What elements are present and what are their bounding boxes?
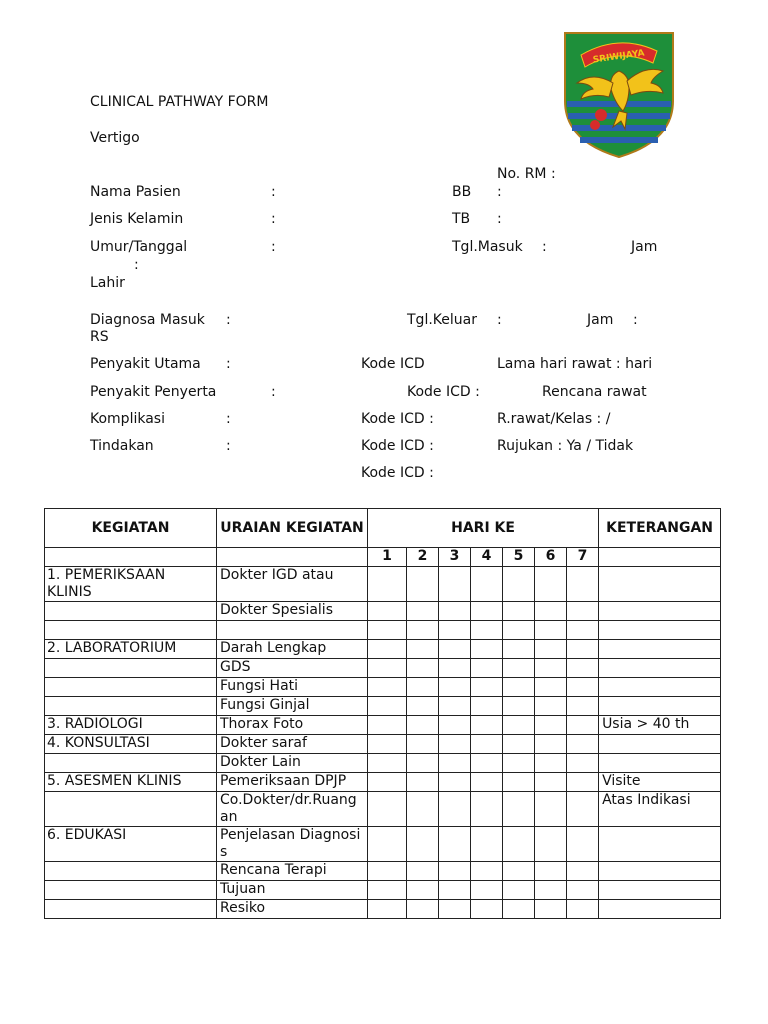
day-cell[interactable] [368, 827, 407, 862]
kode-icd-label: Kode ICD : [361, 438, 434, 454]
table-row [45, 659, 721, 678]
day-cell[interactable] [407, 881, 439, 900]
day-cell[interactable] [439, 621, 471, 640]
day-cell[interactable] [407, 754, 439, 773]
day-cell[interactable] [567, 900, 599, 919]
tgl-keluar-label: Tgl.Keluar [407, 312, 477, 328]
day-cell[interactable] [368, 862, 407, 881]
header-hari-ke: HARI KE [368, 509, 599, 548]
table-row [45, 773, 721, 792]
uraian-cell: Darah Lengkap [217, 640, 368, 659]
uraian-cell: Dokter Lain [217, 754, 368, 773]
colon: : [271, 211, 276, 227]
day-cell[interactable] [471, 678, 503, 697]
day-cell[interactable] [535, 716, 567, 735]
day-cell[interactable] [471, 881, 503, 900]
day-cell[interactable] [567, 735, 599, 754]
uraian-cell: Tujuan [217, 881, 368, 900]
kegiatan-cell [45, 678, 217, 697]
table-row [45, 697, 721, 716]
no-rm-label: No. RM : [497, 166, 556, 182]
colon: : [226, 312, 231, 328]
kode-icd-label: Kode ICD [361, 356, 425, 372]
kegiatan-cell: 3. RADIOLOGI [45, 716, 217, 735]
day-cell[interactable] [567, 754, 599, 773]
day-cell[interactable] [535, 792, 567, 827]
keterangan-cell [599, 862, 721, 881]
day-cell[interactable] [567, 862, 599, 881]
day-cell[interactable] [503, 735, 535, 754]
day-cell[interactable] [439, 900, 471, 919]
colon: : [271, 184, 276, 200]
day-cell[interactable] [535, 567, 567, 602]
day-cell[interactable] [503, 697, 535, 716]
keterangan-cell: Visite [599, 773, 721, 792]
table-row [45, 621, 721, 640]
day-cell[interactable] [535, 862, 567, 881]
day-cell[interactable] [567, 716, 599, 735]
day-cell[interactable] [567, 602, 599, 621]
day-cell[interactable] [439, 827, 471, 862]
day-cell[interactable] [439, 773, 471, 792]
day-cell[interactable] [471, 567, 503, 602]
table-row [45, 881, 721, 900]
kegiatan-cell: 5. ASESMEN KLINIS [45, 773, 217, 792]
tgl-masuk-label: Tgl.Masuk [452, 239, 523, 255]
day-cell[interactable] [503, 716, 535, 735]
day-cell[interactable] [439, 567, 471, 602]
keterangan-cell: Usia > 40 th [599, 716, 721, 735]
kode-icd-label: Kode ICD : [361, 465, 434, 481]
diagnosa-masuk-label: Diagnosa Masuk [90, 312, 205, 328]
day-cell[interactable] [567, 881, 599, 900]
colon: : [226, 438, 231, 454]
day-3: 3 [439, 548, 471, 567]
day-cell[interactable] [535, 827, 567, 862]
keterangan-cell [599, 697, 721, 716]
colon: : [633, 312, 638, 328]
table-row [45, 567, 721, 602]
day-cell[interactable] [535, 697, 567, 716]
keterangan-cell [599, 567, 721, 602]
day-cell[interactable] [535, 900, 567, 919]
table-row [45, 792, 721, 827]
empty-cell [599, 548, 721, 567]
jenis-kelamin-label: Jenis Kelamin [90, 211, 184, 227]
colon: : [226, 411, 231, 427]
day-cell[interactable] [503, 567, 535, 602]
day-cell[interactable] [503, 621, 535, 640]
lahir-label: Lahir [90, 275, 125, 291]
table-row [45, 678, 721, 697]
day-cell[interactable] [439, 659, 471, 678]
day-cell[interactable] [567, 827, 599, 862]
umur-tanggal-label: Umur/Tanggal [90, 239, 188, 255]
komplikasi-label: Komplikasi [90, 411, 165, 427]
day-cell[interactable] [567, 567, 599, 602]
day-cell[interactable] [368, 754, 407, 773]
day-cell[interactable] [503, 792, 535, 827]
kegiatan-cell: 4. KONSULTASI [45, 735, 217, 754]
rs-label: RS [90, 329, 109, 345]
day-cell[interactable] [503, 640, 535, 659]
empty-cell [217, 548, 368, 567]
day-cell[interactable] [503, 773, 535, 792]
keterangan-cell [599, 621, 721, 640]
rrawat-kelas-label: R.rawat/Kelas : / [497, 411, 611, 427]
header-keterangan: KETERANGAN [599, 509, 721, 548]
kegiatan-cell: 1. PEMERIKSAAN KLINIS [45, 567, 217, 602]
keterangan-cell [599, 900, 721, 919]
table-row [45, 640, 721, 659]
day-cell[interactable] [471, 697, 503, 716]
kegiatan-cell [45, 900, 217, 919]
day-6: 6 [535, 548, 567, 567]
day-cell[interactable] [503, 754, 535, 773]
kegiatan-cell [45, 602, 217, 621]
day-cell[interactable] [439, 735, 471, 754]
day-cell[interactable] [407, 773, 439, 792]
day-cell[interactable] [439, 754, 471, 773]
bb-label: BB [452, 184, 472, 200]
day-cell[interactable] [567, 773, 599, 792]
day-cell[interactable] [535, 773, 567, 792]
day-cell[interactable] [503, 881, 535, 900]
keterangan-cell [599, 659, 721, 678]
day-cell[interactable] [503, 602, 535, 621]
kegiatan-cell [45, 881, 217, 900]
colon: : [226, 356, 231, 372]
uraian-cell: Fungsi Ginjal [217, 697, 368, 716]
keterangan-cell: Atas Indikasi [599, 792, 721, 827]
day-cell[interactable] [407, 716, 439, 735]
day-2: 2 [407, 548, 439, 567]
day-cell[interactable] [368, 697, 407, 716]
day-cell[interactable] [407, 659, 439, 678]
day-cell[interactable] [471, 640, 503, 659]
colon: : [497, 312, 502, 328]
day-cell[interactable] [535, 621, 567, 640]
kegiatan-cell: 2. LABORATORIUM [45, 640, 217, 659]
day-cell[interactable] [567, 697, 599, 716]
rujukan-label: Rujukan : Ya / Tidak [497, 438, 634, 454]
day-cell[interactable] [368, 792, 407, 827]
keterangan-cell [599, 678, 721, 697]
clinical-pathway-table [44, 508, 721, 919]
table-row [45, 602, 721, 621]
kegiatan-cell [45, 621, 217, 640]
colon: : [497, 184, 502, 200]
day-cell[interactable] [407, 827, 439, 862]
day-cell[interactable] [368, 602, 407, 621]
day-cell[interactable] [535, 678, 567, 697]
uraian-cell: GDS [217, 659, 368, 678]
day-cell[interactable] [439, 678, 471, 697]
day-cell[interactable] [535, 881, 567, 900]
day-cell[interactable] [407, 602, 439, 621]
keterangan-cell [599, 640, 721, 659]
day-cell[interactable] [503, 862, 535, 881]
uraian-cell: Co.Dokter/dr.Ruangan [217, 792, 368, 827]
day-cell[interactable] [471, 862, 503, 881]
kode-icd-label: Kode ICD : [407, 384, 480, 400]
colon: : [134, 257, 139, 273]
day-cell[interactable] [471, 735, 503, 754]
table-row [45, 862, 721, 881]
day-cell[interactable] [407, 678, 439, 697]
day-cell[interactable] [407, 862, 439, 881]
table-row [45, 754, 721, 773]
day-cell[interactable] [535, 640, 567, 659]
day-cell[interactable] [368, 716, 407, 735]
header-uraian-kegiatan: URAIAN KEGIATAN [217, 509, 368, 548]
day-cell[interactable] [407, 697, 439, 716]
day-cell[interactable] [471, 602, 503, 621]
lama-hari-rawat-label: Lama hari rawat : hari [497, 356, 653, 372]
uraian-cell: Pemeriksaan DPJP [217, 773, 368, 792]
day-cell[interactable] [471, 659, 503, 678]
day-cell[interactable] [439, 881, 471, 900]
table-row [45, 735, 721, 754]
colon: : [542, 239, 547, 255]
day-cell[interactable] [535, 735, 567, 754]
form-title: CLINICAL PATHWAY FORM [90, 94, 269, 110]
day-cell[interactable] [503, 900, 535, 919]
kegiatan-cell [45, 697, 217, 716]
jam-label: Jam [587, 312, 614, 328]
day-cell[interactable] [439, 792, 471, 827]
colon: : [271, 239, 276, 255]
day-cell[interactable] [535, 602, 567, 621]
day-5: 5 [503, 548, 535, 567]
uraian-cell: Dokter Spesialis [217, 602, 368, 621]
uraian-cell: Dokter saraf [217, 735, 368, 754]
day-cell[interactable] [471, 900, 503, 919]
logo-banner-text: SRIWIJAYA [592, 48, 646, 66]
rencana-rawat-label: Rencana rawat [542, 384, 647, 400]
day-cell[interactable] [407, 792, 439, 827]
day-cell[interactable] [407, 640, 439, 659]
uraian-cell [217, 621, 368, 640]
day-cell[interactable] [567, 678, 599, 697]
keterangan-cell [599, 754, 721, 773]
jam-label: Jam [631, 239, 658, 255]
day-cell[interactable] [368, 900, 407, 919]
day-cell[interactable] [407, 735, 439, 754]
day-cell[interactable] [407, 900, 439, 919]
day-cell[interactable] [368, 659, 407, 678]
day-cell[interactable] [368, 621, 407, 640]
table-row [45, 900, 721, 919]
day-7: 7 [567, 548, 599, 567]
uraian-cell: Dokter IGD atau [217, 567, 368, 602]
day-cell[interactable] [567, 659, 599, 678]
penyakit-utama-label: Penyakit Utama [90, 356, 201, 372]
day-cell[interactable] [471, 827, 503, 862]
day-cell[interactable] [439, 716, 471, 735]
day-cell[interactable] [368, 678, 407, 697]
empty-cell [45, 548, 217, 567]
day-cell[interactable] [471, 754, 503, 773]
day-cell[interactable] [368, 735, 407, 754]
keterangan-cell [599, 735, 721, 754]
day-cell[interactable] [535, 754, 567, 773]
day-cell[interactable] [471, 716, 503, 735]
day-cell[interactable] [535, 659, 567, 678]
day-cell[interactable] [439, 640, 471, 659]
colon: : [271, 384, 276, 400]
keterangan-cell [599, 602, 721, 621]
diagnosis-title: Vertigo [90, 130, 140, 146]
day-cell[interactable] [368, 773, 407, 792]
day-cell[interactable] [503, 827, 535, 862]
day-cell[interactable] [407, 567, 439, 602]
day-1: 1 [368, 548, 407, 567]
table-row [45, 716, 721, 735]
keterangan-cell [599, 881, 721, 900]
kegiatan-cell [45, 862, 217, 881]
uraian-cell: Fungsi Hati [217, 678, 368, 697]
keterangan-cell [599, 827, 721, 862]
kegiatan-cell [45, 792, 217, 827]
day-cell[interactable] [503, 678, 535, 697]
uraian-cell: Thorax Foto [217, 716, 368, 735]
table-row [45, 827, 721, 862]
day-cell[interactable] [439, 602, 471, 621]
uraian-cell: Penjelasan Diagnosis [217, 827, 368, 862]
kegiatan-cell: 6. EDUKASI [45, 827, 217, 862]
day-cell[interactable] [503, 659, 535, 678]
colon: : [497, 211, 502, 227]
sriwijaya-logo [563, 31, 675, 159]
day-cell[interactable] [471, 792, 503, 827]
day-cell[interactable] [567, 640, 599, 659]
kode-icd-label: Kode ICD : [361, 411, 434, 427]
day-cell[interactable] [368, 640, 407, 659]
day-cell[interactable] [471, 773, 503, 792]
tb-label: TB [452, 211, 471, 227]
day-cell[interactable] [407, 621, 439, 640]
kegiatan-cell [45, 754, 217, 773]
day-cell[interactable] [567, 792, 599, 827]
day-cell[interactable] [368, 567, 407, 602]
day-4: 4 [471, 548, 503, 567]
header-kegiatan: KEGIATAN [45, 509, 217, 548]
uraian-cell: Rencana Terapi [217, 862, 368, 881]
uraian-cell: Resiko [217, 900, 368, 919]
day-cell[interactable] [439, 697, 471, 716]
penyakit-penyerta-label: Penyakit Penyerta [90, 384, 217, 400]
day-cell[interactable] [567, 621, 599, 640]
tindakan-label: Tindakan [90, 438, 154, 454]
nama-pasien-label: Nama Pasien [90, 184, 181, 200]
kegiatan-cell [45, 659, 217, 678]
day-cell[interactable] [471, 621, 503, 640]
day-cell[interactable] [368, 881, 407, 900]
day-cell[interactable] [439, 862, 471, 881]
